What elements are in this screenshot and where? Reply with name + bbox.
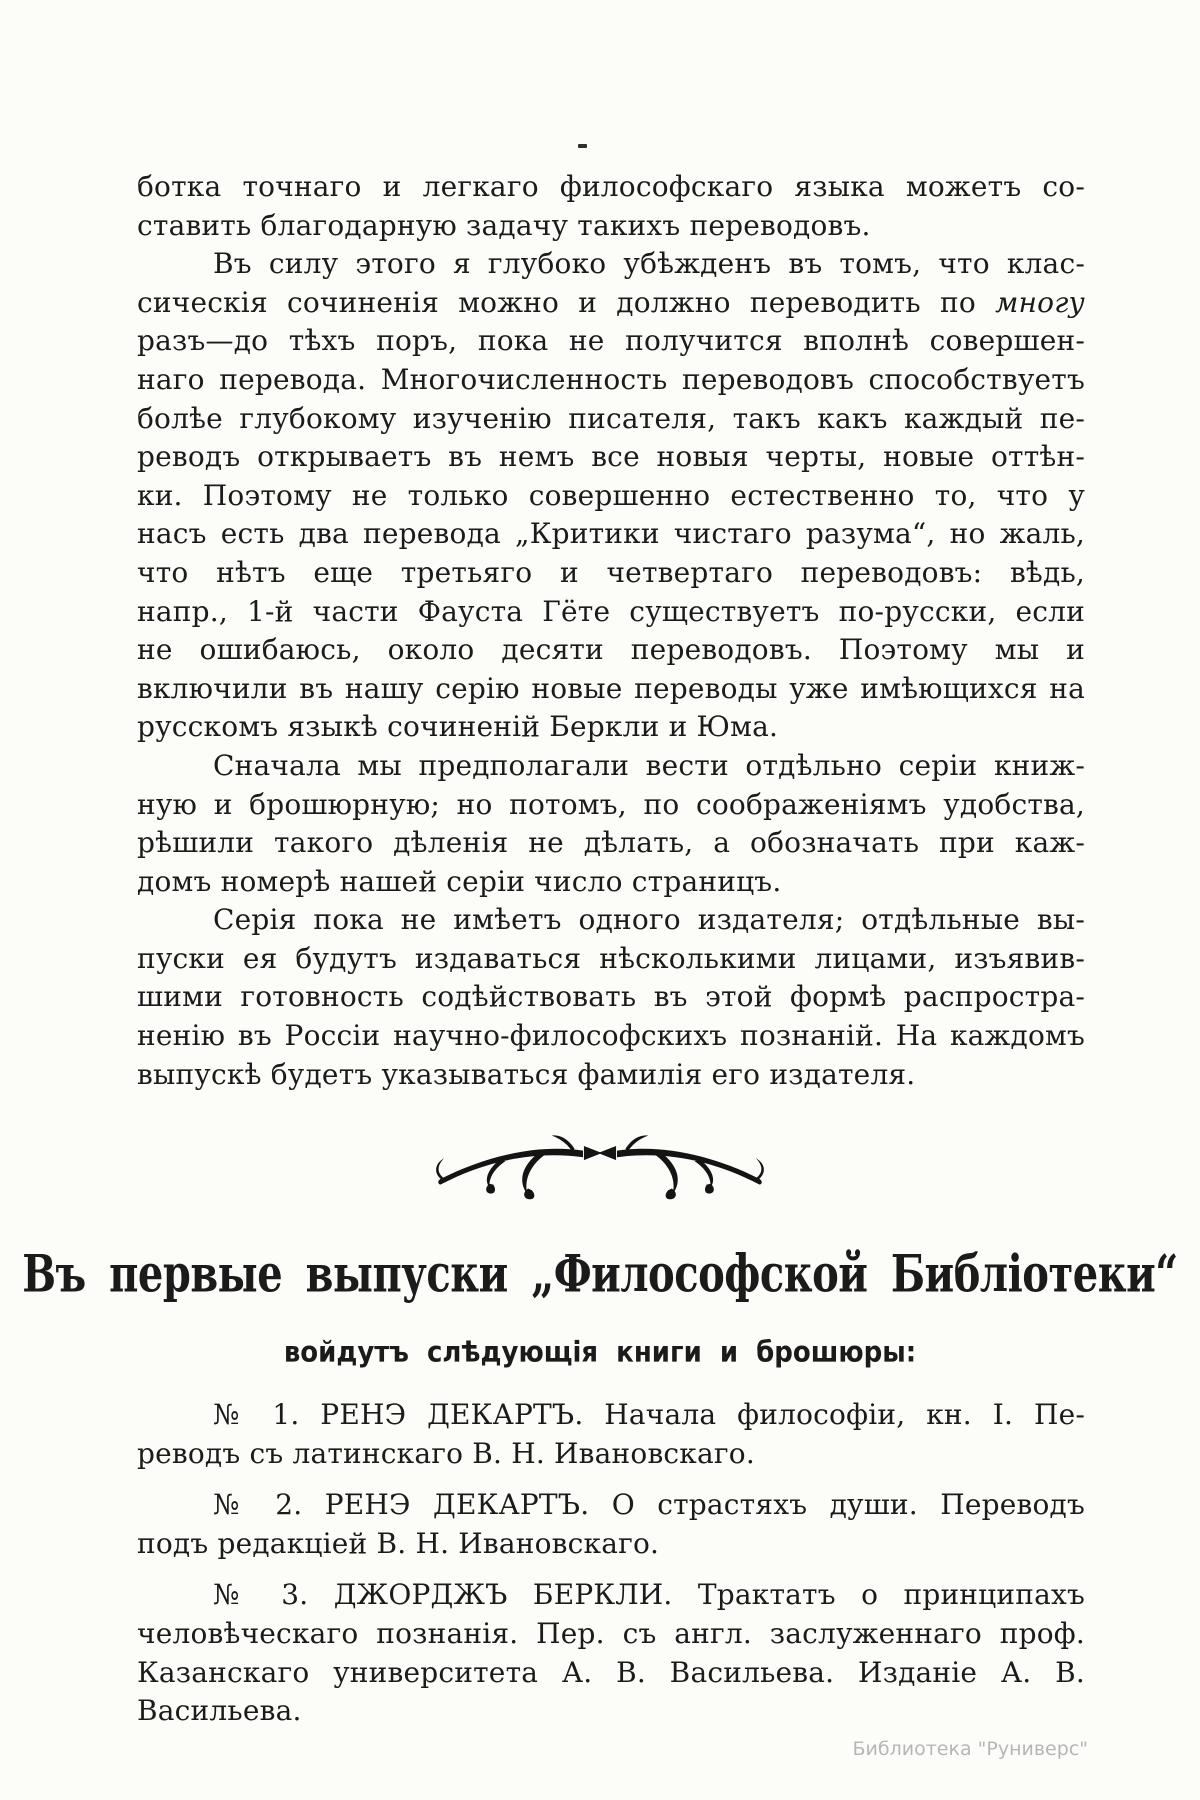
text-line: шими готовность содѣйствовать въ этой формѣ распростра- (137, 980, 1085, 1014)
text-line: Въ силу этого я глубоко убѣжденъ въ томъ, что клас- (213, 247, 1085, 281)
text-line: реводъ открываетъ въ немъ все новыя черты, новые оттѣн- (137, 440, 1085, 474)
book-list (137, 1396, 1085, 1744)
text-line: ную и брошюрную; но потомъ, по соображеніямъ удобства, (137, 787, 1085, 821)
text-line: подъ редакціей В. Н. Ивановскаго. (137, 1526, 660, 1560)
text-line: домъ номерѣ нашей серіи число страницъ. (137, 864, 782, 898)
floral-divider-icon (430, 1124, 770, 1200)
paragraph (137, 245, 1085, 747)
text-line: напр., 1-й части Фауста Гёте существуетъ по-русски, если (137, 594, 1085, 628)
text-line: ненію въ Россіи научно-философскихъ познаній. На каждомъ (137, 1019, 1085, 1053)
paragraph (137, 901, 1085, 1094)
text-line: рѣшили такого дѣленія не дѣлать, а обозначать при каж- (137, 826, 1085, 860)
text-line: Васильева. (137, 1694, 302, 1728)
list-item (137, 1486, 1085, 1563)
text-line: русскомъ языкѣ сочиненій Беркли и Юма. (137, 710, 779, 744)
text-line: Серія пока не имѣетъ одного издателя; отдѣльные вы- (213, 903, 1085, 937)
text-line: сическія сочиненія можно и должно переводить по многу (137, 285, 1085, 319)
text-line: не ошибаюсь, около десяти переводовъ. Поэтому мы и (137, 633, 1085, 667)
text-line: Сначала мы предполагали вести отдѣльно серіи книж- (213, 748, 1085, 782)
text-line: реводъ съ латинскаго В. Н. Ивановскаго. (137, 1436, 755, 1470)
text-line: человѣческаго познанія. Пер. съ англ. заслуженнаго проф. (137, 1616, 1085, 1650)
list-item (137, 1576, 1085, 1730)
text-line: пуски ея будутъ издаваться нѣсколькими лицами, изъявив- (137, 941, 1085, 975)
text-line: № 3. ДЖОРДЖЪ БЕРКЛИ. Трактатъ о принципахъ (213, 1578, 1085, 1612)
list-item (137, 1396, 1085, 1473)
text-line: выпускѣ будетъ указываться фамилія его издателя. (137, 1057, 916, 1091)
series-subheading: войдутъ слѣдующія книги и брошюры: (283, 1336, 917, 1369)
print-artifact-dot (578, 144, 587, 148)
text-line: № 1. РЕНЭ ДЕКАРТЪ. Начала философіи, кн. I. Пе- (213, 1398, 1085, 1431)
text-line: Казанскаго университета А. В. Васильева. Изданіе А. В. (137, 1655, 1085, 1689)
text-line: ботка точнаго и легкаго философскаго языка можетъ со- (137, 170, 1085, 203)
preface-text (137, 168, 1085, 1094)
text-line: включили въ нашу серію новые переводы уже имѣющихся на (137, 671, 1085, 705)
text-line: насъ есть два перевода „Критики чистаго разума“, но жаль, (137, 517, 1085, 551)
library-watermark: Библиотека "Руниверс" (852, 1738, 1088, 1760)
text-line: болѣе глубокому изученію писателя, такъ какъ каждый пе- (137, 401, 1085, 435)
text-line: что нѣтъ еще третьяго и четвертаго переводовъ: вѣдь, (137, 555, 1085, 589)
text-line: ки. Поэтому не только совершенно естественно то, что у (137, 478, 1085, 512)
series-heading: Въ первые выпуски „Философской Библіотеки“ (22, 1244, 1178, 1305)
paragraph (137, 168, 1085, 245)
text-line: № 2. РЕНЭ ДЕКАРТЪ. О страстяхъ души. Переводъ (213, 1488, 1085, 1522)
text-line: наго перевода. Многочисленность переводовъ способствуетъ (137, 362, 1085, 396)
paragraph (137, 747, 1085, 901)
text-line: разъ—до тѣхъ поръ, пока не получится вполнѣ совершен- (137, 324, 1085, 358)
text-line: ставить благодарную задачу такихъ переводовъ. (137, 208, 871, 242)
